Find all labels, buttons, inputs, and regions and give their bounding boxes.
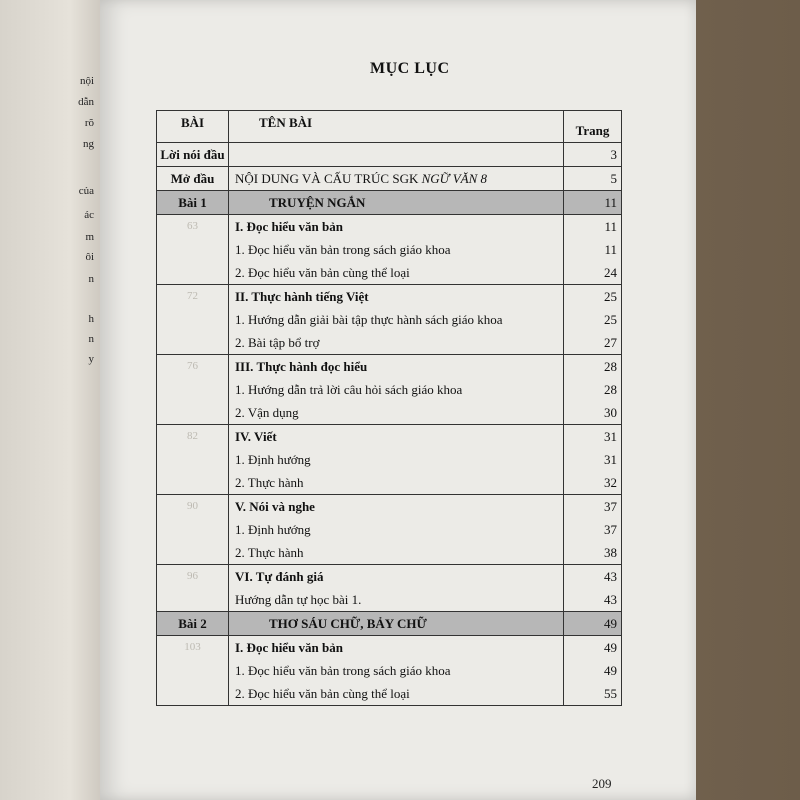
section-page: 38 [604, 545, 617, 560]
section-page: 31 [604, 452, 617, 467]
section-page: 37 [604, 522, 617, 537]
section-page: 27 [604, 335, 617, 350]
section-item: 2. Thực hành [235, 475, 304, 490]
section-page: 32 [604, 475, 617, 490]
row-label: Lời nói đầu [160, 147, 225, 162]
section-page: 11 [604, 242, 617, 257]
section-item: Hướng dẫn tự học bài 1. [235, 592, 362, 607]
section-heading: IV. Viết [235, 429, 277, 444]
section-heading: III. Thực hành đọc hiểu [235, 359, 368, 374]
section-row: 76 III. Thực hành đọc hiểu 1. Hướng dẫn trả lời câu hỏi sách giáo khoa 2. Vận dụng 28 28 30 [157, 355, 622, 425]
row-title-italic: NGỮ VĂN 8 [421, 171, 488, 186]
left-fragment: nội [79, 75, 94, 87]
section-heading: VI. Tự đánh giá [235, 569, 324, 584]
section-page: 30 [604, 405, 617, 420]
section-heading: I. Đọc hiểu văn bản [235, 219, 343, 234]
left-fragment: dẫn [78, 96, 94, 108]
page-title: MỤC LỤC [370, 60, 450, 77]
row-page: 5 [610, 171, 617, 186]
section-item: 2. Vận dụng [235, 405, 299, 420]
header-title: TÊN BÀI [259, 115, 313, 130]
left-fragment: h [88, 313, 94, 325]
left-fragment: của [78, 185, 94, 197]
lesson-row [157, 191, 622, 215]
section-page: 43 [604, 592, 617, 607]
left-fragment: ôi [85, 251, 94, 263]
section-heading: II. Thực hành tiếng Việt [235, 289, 369, 304]
section-row: 90 V. Nói và nghe 1. Định hướng 2. Thực hành 37 37 38 [157, 495, 622, 565]
section-item: 1. Định hướng [235, 522, 311, 537]
left-fragment: n [88, 273, 94, 285]
left-fragment: y [88, 353, 94, 365]
lesson-page: 11 [604, 195, 617, 210]
section-page: 24 [604, 265, 617, 280]
section-item: 1. Hướng dẫn trả lời câu hỏi sách giáo khoa [235, 382, 463, 397]
section-page: 43 [604, 569, 617, 584]
section-page: 25 [604, 312, 617, 327]
section-item: 2. Thực hành [235, 545, 304, 560]
lesson-row [157, 612, 622, 636]
lesson-label: Bài 2 [178, 616, 207, 631]
lesson-title: TRUYỆN NGẮN [269, 195, 366, 210]
page-number: 209 [592, 776, 612, 791]
section-item: 1. Đọc hiểu văn bản trong sách giáo khoa [235, 663, 451, 678]
section-page: 11 [604, 219, 617, 234]
lesson-title: THƠ SÁU CHỮ, BẢY CHỮ [269, 616, 427, 631]
table-row [157, 143, 622, 167]
section-row: 82 IV. Viết 1. Định hướng 2. Thực hành 31 31 32 [157, 425, 622, 495]
left-fragment: m [85, 231, 94, 243]
section-row: 72 II. Thực hành tiếng Việt 1. Hướng dẫn giải bài tập thực hành sách giáo khoa 2. Bài tập bổ trợ 25 25 27 [157, 285, 622, 355]
row-page: 3 [610, 147, 617, 162]
lesson-label: Bài 1 [178, 195, 207, 210]
row-title: NỘI DUNG VÀ CẤU TRÚC SGK [235, 171, 422, 186]
header-lesson: BÀI [180, 115, 205, 130]
header-page: Trang [575, 123, 610, 138]
table-of-contents [156, 110, 622, 706]
section-heading: V. Nói và nghe [235, 499, 315, 514]
left-page-edge [0, 0, 100, 800]
table-header-row [157, 111, 622, 143]
section-item: 2. Đọc hiểu văn bản cùng thể loại [235, 265, 410, 280]
section-heading: I. Đọc hiểu văn bản [235, 640, 343, 655]
section-page: 49 [604, 640, 617, 655]
left-fragment: n [88, 333, 94, 345]
table-row [157, 167, 622, 191]
section-item: 1. Đọc hiểu văn bản trong sách giáo khoa [235, 242, 451, 257]
section-row: 96 VI. Tự đánh giá Hướng dẫn tự học bài 1. 43 43 [157, 565, 622, 612]
section-row: 63 I. Đọc hiểu văn bản 1. Đọc hiểu văn bản trong sách giáo khoa 2. Đọc hiểu văn bản cùng thể loại 11 11 24 [157, 215, 622, 285]
section-page: 37 [604, 499, 617, 514]
row-label: Mở đầu [170, 171, 215, 186]
section-item: 2. Bài tập bổ trợ [235, 335, 320, 350]
section-page: 25 [604, 289, 617, 304]
section-page: 28 [604, 382, 617, 397]
left-fragment: rõ [84, 117, 94, 129]
lesson-page: 49 [604, 616, 617, 631]
section-item: 2. Đọc hiểu văn bản cùng thể loại [235, 686, 410, 701]
section-page: 28 [604, 359, 617, 374]
section-row: 103 I. Đọc hiểu văn bản 1. Đọc hiểu văn bản trong sách giáo khoa 2. Đọc hiểu văn bản cùng thể loại 49 49 55 [157, 636, 622, 706]
section-page: 55 [604, 686, 617, 701]
left-fragment: ng [83, 138, 94, 150]
left-fragment: ác [84, 209, 94, 221]
section-item: 1. Hướng dẫn giải bài tập thực hành sách giáo khoa [235, 312, 503, 327]
section-item: 1. Định hướng [235, 452, 311, 467]
section-page: 49 [604, 663, 617, 678]
section-page: 31 [604, 429, 617, 444]
